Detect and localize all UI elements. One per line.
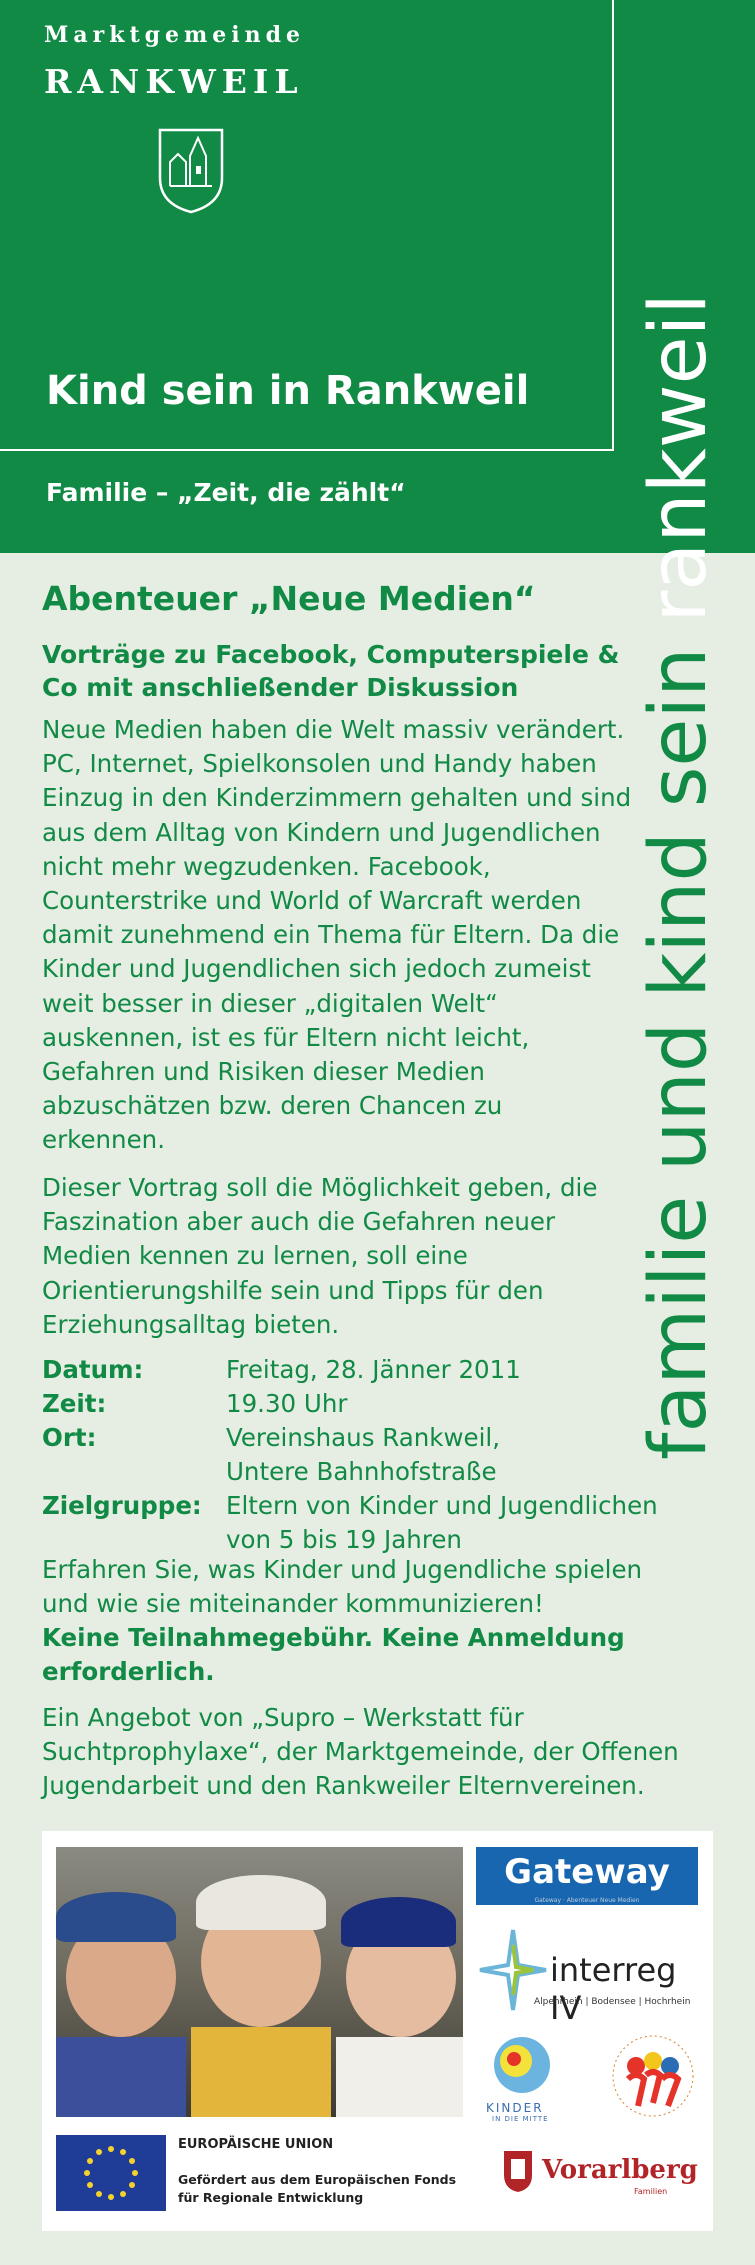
kinder-circle-icon — [492, 2035, 552, 2095]
page-subtitle: Familie – „Zeit, die zählt“ — [46, 478, 406, 507]
eu-flag-icon — [56, 2135, 166, 2211]
vorarlberg-wordmark: Vorarlberg — [542, 2155, 698, 2185]
date-label: Datum: — [42, 1355, 144, 1384]
audience-label: Zielgruppe: — [42, 1491, 202, 1520]
vorarlberg-logo — [502, 2141, 702, 2211]
detail-row-audience — [42, 1489, 702, 1557]
event-details — [42, 1353, 702, 1557]
organizer-note: Ein Angebot von „Supro – Werkstatt für Suchtprophylaxe“, der Marktgemeinde, der Offenen Jugendarbeit und den Rankweiler Elternvereinen. — [42, 1703, 679, 1800]
sponsor-logos — [42, 1831, 713, 2231]
vertical-slogan — [624, 293, 734, 1460]
gateway-logo: Gateway — [476, 1847, 698, 1905]
eu-text: Gefördert aus dem Europäischen Fonds für Regionale Entwicklung — [178, 2172, 457, 2205]
children-photo — [56, 1847, 463, 2117]
vorarlberg-shield-icon — [502, 2149, 534, 2193]
location-label: Ort: — [42, 1423, 97, 1452]
eu-funding-block — [56, 2131, 476, 2217]
municipality-name: RANKWEIL — [44, 62, 304, 101]
detail-row-location — [42, 1421, 702, 1489]
article-paragraph-2: Dieser Vortrag soll die Möglichkeit geben, die Faszination aber auch die Gefahren neuer Medien kennen zu lernen, soll eine Orientierungshilfe sein und Tipps für den Erziehungsalltag bieten. — [42, 1173, 598, 1339]
article-paragraph-1: Neue Medien haben die Welt massiv verändert. PC, Internet, Spielkonsolen und Handy haben Einzug in den Kinderzimmern gehalten und sind aus dem Alltag von Kindern und Jugendlichen nicht mehr wegzudenken. Facebook, Counterstrike und World of Warcraft werden damit zunehmend ein Thema für Eltern. Da die Kinder und Jugendlichen sich jedoch zumeist weit besser in dieser „digitalen Welt“ auskennen, ist es für Eltern nicht leicht, Gefahren und Risiken dieser Medien abzuschätzen bzw. deren Chancen zu erkennen. — [42, 715, 632, 1155]
admission-note: Keine Teilnahmegebühr. Keine Anmeldung erforderlich. — [42, 1623, 625, 1686]
kinder-label: KINDER — [486, 2101, 544, 2115]
article-paragraph-3: Erfahren Sie, was Kinder und Jugendliche spielen und wie sie miteinander kommunizieren! — [42, 1555, 643, 1618]
date-value: Freitag, 28. Jänner 2011 — [226, 1355, 521, 1384]
slogan-green: familie und kind sein — [634, 622, 724, 1460]
detail-row-date — [42, 1353, 702, 1387]
gateway-subtitle: Gateway · Abenteuer Neue Medien — [534, 1897, 640, 1904]
kinder-subtitle: IN DIE MITTE — [492, 2115, 549, 2123]
article-subheading: Vorträge zu Facebook, Computerspiele & Co mit anschließender Diskussion — [42, 640, 620, 702]
municipality-label: Marktgemeinde — [44, 22, 305, 48]
detail-row-time — [42, 1387, 702, 1421]
interreg-wordmark: interreg IV — [550, 1951, 677, 2027]
interreg-logo — [478, 1917, 700, 2027]
page-title: Kind sein in Rankweil — [46, 368, 530, 414]
time-value: 19.30 Uhr — [226, 1389, 348, 1418]
elternverein-logo-icon — [608, 2031, 698, 2121]
time-label: Zeit: — [42, 1389, 107, 1418]
location-value: Vereinshaus Rankweil, Untere Bahnhofstraße — [226, 1423, 500, 1486]
eu-title: EUROPÄISCHE UNION — [178, 2137, 334, 2152]
audience-value: Eltern von Kinder und Jugendlichen von 5 bis 19 Jahren — [226, 1491, 658, 1554]
article-heading: Abenteuer „Neue Medien“ — [42, 579, 536, 618]
crest-icon — [156, 126, 226, 214]
header-box — [0, 0, 614, 451]
kinder-in-die-mitte-logo — [478, 2035, 578, 2121]
slogan-white: rankweil — [634, 293, 724, 623]
vorarlberg-subtitle: Familien — [634, 2187, 668, 2196]
interreg-subtitle: Alpenrhein | Bodensee | Hochrhein — [534, 1997, 691, 2007]
